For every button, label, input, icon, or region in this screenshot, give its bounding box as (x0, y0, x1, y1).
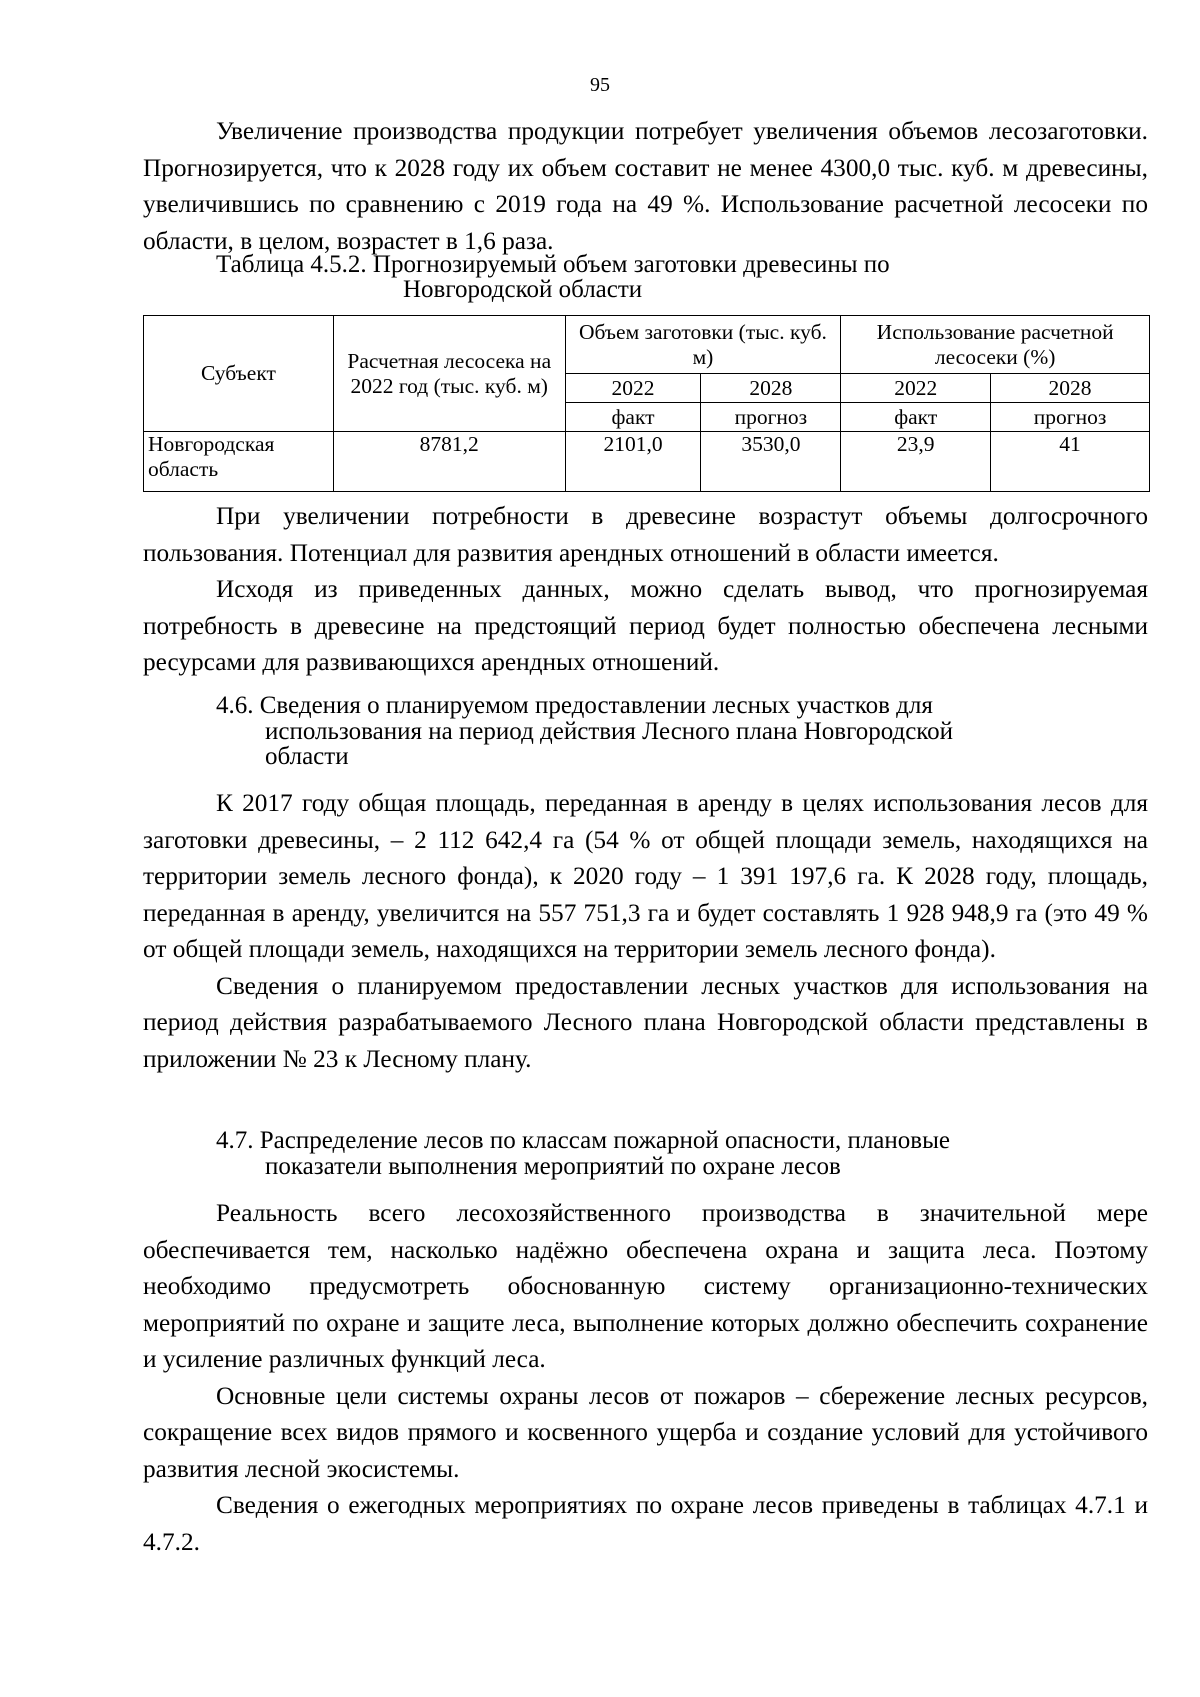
header-harvest-2022: 2022 (565, 374, 701, 403)
paragraph-forest-protection: Реальность всего лесохозяйственного производства в значительной мере обеспечивается тем, насколько надёжно обеспечена охрана и защита леса. Поэтому необходимо предусмотреть обоснованную систему организационно-технических мероприятий по охране и защите леса, выполнение которых должно обеспечить сохранение и усиление различных функций леса. (143, 1199, 1148, 1373)
header-harvest-volume: Объем заготовки (тыс. куб. м) (565, 316, 841, 374)
header-usage-fact: факт (841, 403, 991, 432)
after-table-block (143, 498, 1148, 681)
section-4-7-line1: 4.7. Распределение лесов по классам пожарной опасности, плановые (216, 1127, 950, 1154)
cell-harvest-2028: 3530,0 (701, 432, 841, 492)
header-harvest-2028: 2028 (701, 374, 841, 403)
section-4-7-heading (143, 1128, 1148, 1179)
header-usage-2028: 2028 (991, 374, 1150, 403)
paragraph-lease-area: К 2017 году общая площадь, переданная в аренду в целях использования лесов для заготовки древесины, – 2 112 642,4 га (54 % от общей площади земель, находящихся на территории земель лесного фонда), к 2020 году – 1 391 197,6 га. К 2028 году, площадь, переданная в аренду, увеличится на 557 751,3 га и будет составлять 1 928 948,9 га (это 49 % от общей площади земель, находящихся на территории земель лесного фонда). (143, 789, 1148, 963)
header-usage-forecast: прогноз (991, 403, 1150, 432)
paragraph-tables-reference: Сведения о ежегодных мероприятиях по охране лесов приведены в таблицах 4.7.1 и 4.7.2. (143, 1491, 1148, 1556)
header-cut-usage: Использование расчетной лесосеки (%) (841, 316, 1150, 374)
forecast-table (143, 315, 1150, 492)
section-4-6-heading (143, 693, 1148, 770)
header-allowable-cut: Расчетная лесосека на 2022 год (тыс. куб. м) (333, 316, 565, 432)
header-harvest-forecast: прогноз (701, 403, 841, 432)
section-4-6-body (143, 785, 1148, 1077)
intro-block (143, 113, 1148, 259)
table-row (144, 432, 1150, 492)
intro-paragraph: Увеличение производства продукции потребует увеличения объемов лесозаготовки. Прогнозируется, что к 2028 году их объем составит не менее 4300,0 тыс. куб. м древесины, увеличившись по сравнению с 2019 года на 49 %. Использование расчетной лесосеки по области, в целом, возрастет в 1,6 раза. (143, 117, 1148, 255)
paragraph-conclusion: Исходя из приведенных данных, можно сделать вывод, что прогнозируемая потребность в древесине на предстоящий период будет полностью обеспечена лесными ресурсами для развивающихся арендных отношений. (143, 575, 1148, 676)
header-subject: Субъект (144, 316, 334, 432)
paragraph-fire-goals: Основные цели системы охраны лесов от пожаров – сбережение лесных ресурсов, сокращение всех видов прямого и косвенного ущерба и создание условий для устойчивого развития лесной экосистемы. (143, 1381, 1148, 1483)
section-4-6-line2: использования на период действия Лесного плана Новгородской (265, 717, 954, 745)
section-4-7-body (143, 1195, 1148, 1560)
table-caption (143, 252, 1148, 302)
header-harvest-fact: факт (565, 403, 701, 432)
header-usage-2022: 2022 (841, 374, 991, 403)
cell-harvest-2022: 2101,0 (565, 432, 701, 492)
section-4-6-line3: области (265, 743, 349, 770)
section-4-6-line1: 4.6. Сведения о планируемом предоставлении лесных участков для (216, 692, 933, 719)
table-caption-line1: Таблица 4.5.2. Прогнозируемый объем заготовки древесины по (216, 251, 890, 278)
cell-subject: Новгородская область (144, 432, 334, 492)
cell-allowable-cut: 8781,2 (333, 432, 565, 492)
paragraph-appendix: Сведения о планируемом предоставлении лесных участков для использования на период действия разрабатываемого Лесного плана Новгородской области представлены в приложении № 23 к Лесному плану. (143, 971, 1148, 1073)
paragraph-demand: При увеличении потребности в древесине возрастут объемы долгосрочного пользования. Потенциал для развития арендных отношений в области имеется. (143, 502, 1148, 567)
cell-usage-2028: 41 (991, 432, 1150, 492)
section-4-7-line2: показатели выполнения мероприятий по охране лесов (265, 1152, 841, 1180)
cell-usage-2022: 23,9 (841, 432, 991, 492)
table-caption-line2: Новгородской области (403, 276, 643, 303)
page-number: 95 (590, 74, 610, 96)
